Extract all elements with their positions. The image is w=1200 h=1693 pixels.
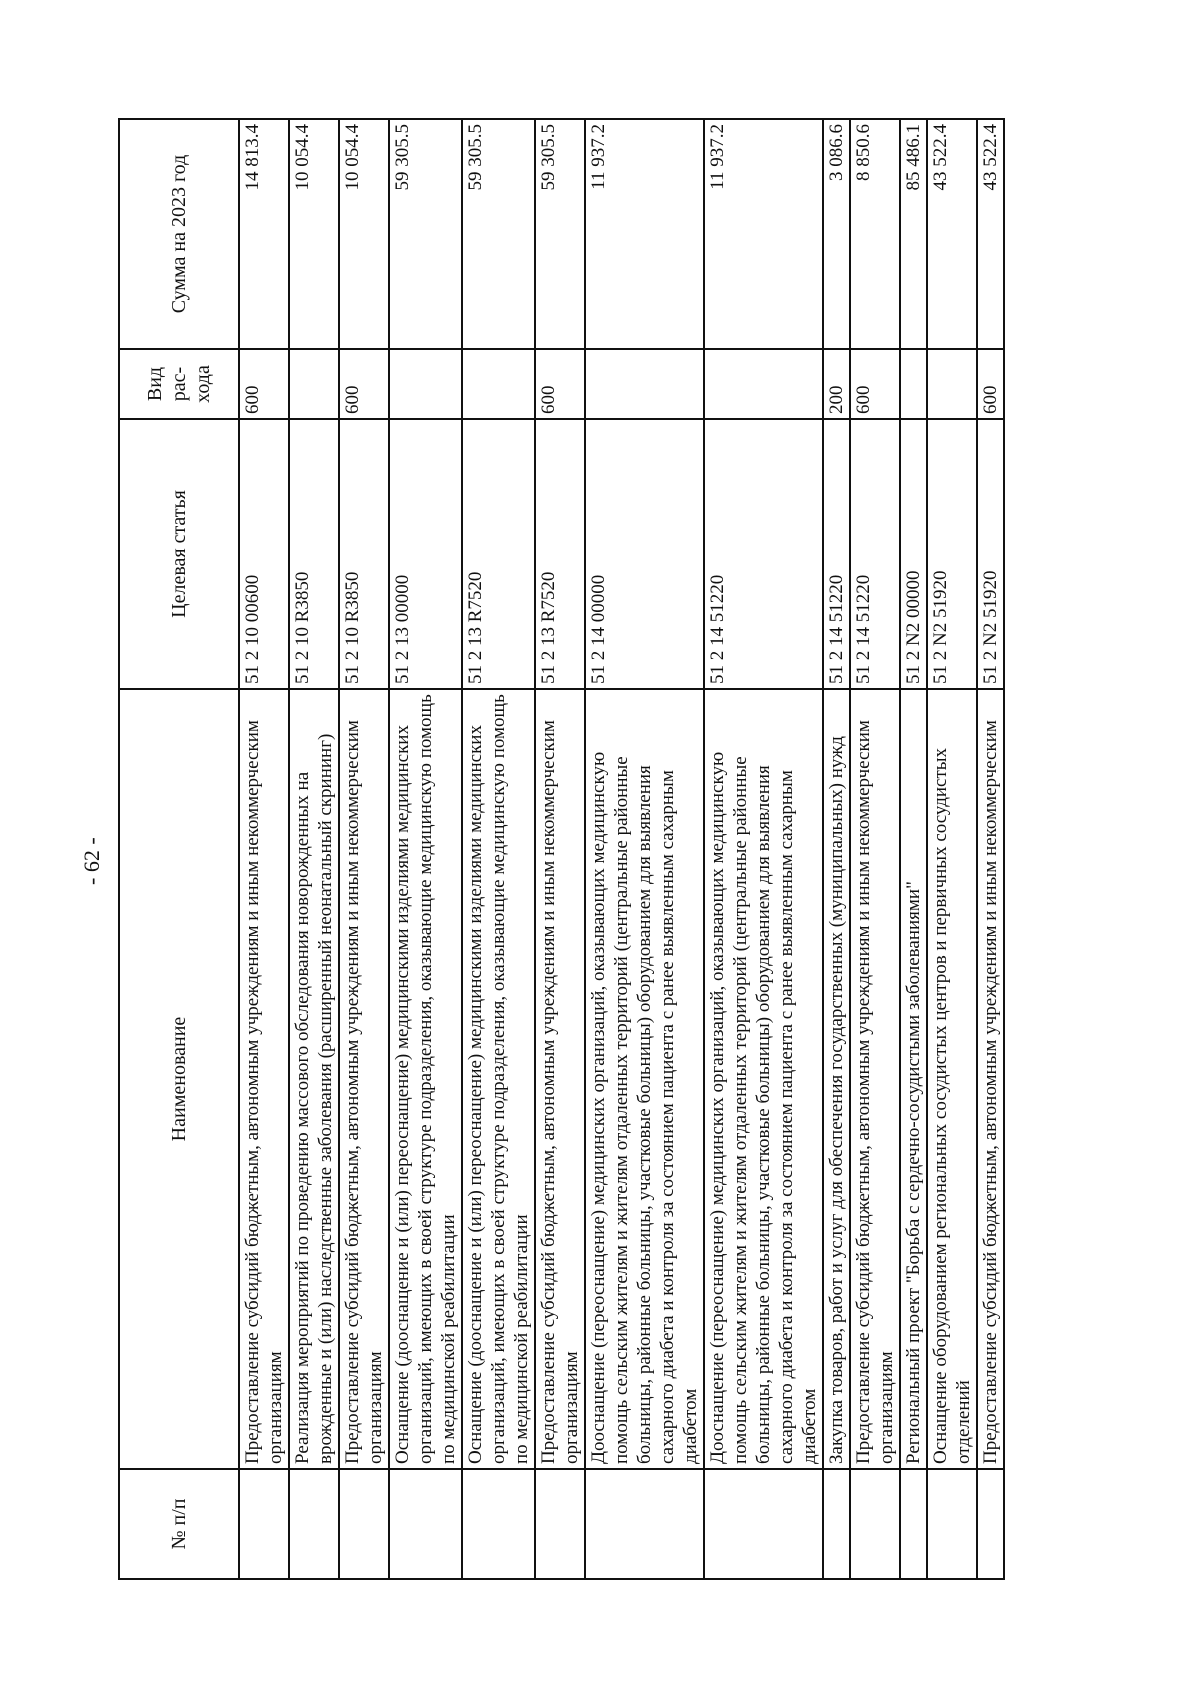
row-number-cell bbox=[535, 1469, 585, 1579]
header-code: Целевая статья bbox=[119, 419, 239, 689]
row-number-cell bbox=[927, 1469, 977, 1579]
row-amount-cell: 85 486.1 bbox=[900, 119, 927, 349]
row-amount-cell: 43 522.4 bbox=[927, 119, 977, 349]
row-code-cell: 51 2 13 R7520 bbox=[535, 419, 585, 689]
row-vid-cell: 600 bbox=[239, 349, 289, 419]
row-name-cell: Региональный проект "Борьба с сердечно-сосудистыми заболеваниями" bbox=[900, 689, 927, 1469]
header-vid: Вид рас- хода bbox=[119, 349, 239, 419]
row-vid-cell bbox=[389, 349, 462, 419]
table-row bbox=[927, 119, 977, 1579]
row-number-cell bbox=[850, 1469, 900, 1579]
row-vid-cell: 600 bbox=[339, 349, 389, 419]
row-code-cell: 51 2 14 51220 bbox=[850, 419, 900, 689]
page-number: - 62 - bbox=[79, 837, 104, 885]
table-row bbox=[239, 119, 289, 1579]
table-header-row bbox=[119, 119, 239, 1579]
row-code-cell: 51 2 14 00000 bbox=[585, 419, 704, 689]
budget-table bbox=[118, 118, 1005, 1580]
row-number-cell bbox=[704, 1469, 823, 1579]
row-code-cell: 51 2 14 51220 bbox=[823, 419, 850, 689]
row-name-cell: Оснащение оборудованием региональных сосудистых центров и первичных сосудистых отделений bbox=[927, 689, 977, 1469]
header-name: Наименование bbox=[119, 689, 239, 1469]
row-amount-cell: 11 937.2 bbox=[585, 119, 704, 349]
row-code-cell: 51 2 N2 51920 bbox=[977, 419, 1004, 689]
row-amount-cell: 3 086.6 bbox=[823, 119, 850, 349]
row-amount-cell: 59 305.5 bbox=[462, 119, 535, 349]
row-name-cell: Оснащение (дооснащение и (или) переоснащение) медицинскими изделиями медицинских организаций, имеющих в своей структуре подразделения, оказывающие медицинскую помощь по медицинской реабилитации bbox=[389, 689, 462, 1469]
rotated-page-content bbox=[118, 120, 1073, 1580]
row-code-cell: 51 2 10 00600 bbox=[239, 419, 289, 689]
row-name-cell: Предоставление субсидий бюджетным, автономным учреждениям и иным некоммерческим организациям bbox=[850, 689, 900, 1469]
row-name-cell: Оснащение (дооснащение и (или) переоснащение) медицинскими изделиями медицинских организаций, имеющих в своей структуре подразделения, оказывающие медицинскую помощь по медицинской реабилитации bbox=[462, 689, 535, 1469]
table-row bbox=[900, 119, 927, 1579]
row-number-cell bbox=[462, 1469, 535, 1579]
row-vid-cell: 600 bbox=[977, 349, 1004, 419]
row-number-cell bbox=[339, 1469, 389, 1579]
row-vid-cell: 200 bbox=[823, 349, 850, 419]
table-row bbox=[823, 119, 850, 1579]
row-number-cell bbox=[585, 1469, 704, 1579]
row-amount-cell: 10 054.4 bbox=[339, 119, 389, 349]
row-name-cell: Предоставление субсидий бюджетным, автономным учреждениям и иным некоммерческим организациям bbox=[239, 689, 289, 1469]
table-row bbox=[289, 119, 339, 1579]
table-row bbox=[462, 119, 535, 1579]
table-row bbox=[850, 119, 900, 1579]
row-name-cell: Дооснащение (переоснащение) медицинских организаций, оказывающих медицинскую помощь сельским жителям и жителям отдаленных территорий (центральные районные больницы, районные больницы, участковые больницы) оборудованием для выявления сахарного диабета и контроля за состоянием пациента с ранее выявленным сахарным диабетом bbox=[704, 689, 823, 1469]
row-vid-cell bbox=[704, 349, 823, 419]
row-amount-cell: 59 305.5 bbox=[389, 119, 462, 349]
row-vid-cell bbox=[927, 349, 977, 419]
row-code-cell: 51 2 N2 51920 bbox=[927, 419, 977, 689]
row-vid-cell: 600 bbox=[535, 349, 585, 419]
row-amount-cell: 14 813.4 bbox=[239, 119, 289, 349]
row-vid-cell bbox=[585, 349, 704, 419]
row-number-cell bbox=[289, 1469, 339, 1579]
row-name-cell: Предоставление субсидий бюджетным, автономным учреждениям и иным некоммерческим организациям bbox=[339, 689, 389, 1469]
row-amount-cell: 11 937.2 bbox=[704, 119, 823, 349]
row-number-cell bbox=[900, 1469, 927, 1579]
header-no: № п/п bbox=[119, 1469, 239, 1579]
row-number-cell bbox=[389, 1469, 462, 1579]
row-vid-cell: 600 bbox=[850, 349, 900, 419]
table-row bbox=[339, 119, 389, 1579]
row-amount-cell: 59 305.5 bbox=[535, 119, 585, 349]
row-code-cell: 51 2 10 R3850 bbox=[289, 419, 339, 689]
row-name-cell: Предоставление субсидий бюджетным, автономным учреждениям и иным некоммерческим организациям bbox=[535, 689, 585, 1469]
row-amount-cell: 43 522.4 bbox=[977, 119, 1004, 349]
table-row bbox=[535, 119, 585, 1579]
row-name-cell: Реализация мероприятий по проведению массового обследования новорожденных на врожденные и (или) наследственные заболевания (расширенный неонатальный скрининг) bbox=[289, 689, 339, 1469]
table-row bbox=[977, 119, 1004, 1579]
row-name-cell: Дооснащение (переоснащение) медицинских организаций, оказывающих медицинскую помощь сельским жителям и жителям отдаленных территорий (центральные районные больницы, районные больницы, участковые больницы) оборудованием для выявления сахарного диабета и контроля за состоянием пациента с ранее выявленным сахарным диабетом bbox=[585, 689, 704, 1469]
row-amount-cell: 8 850.6 bbox=[850, 119, 900, 349]
row-vid-cell bbox=[900, 349, 927, 419]
table-row bbox=[585, 119, 704, 1579]
row-vid-cell bbox=[289, 349, 339, 419]
row-code-cell: 51 2 10 R3850 bbox=[339, 419, 389, 689]
row-amount-cell: 10 054.4 bbox=[289, 119, 339, 349]
table-body bbox=[239, 119, 1004, 1579]
row-name-cell: Закупка товаров, работ и услуг для обеспечения государственных (муниципальных) нужд bbox=[823, 689, 850, 1469]
row-number-cell bbox=[239, 1469, 289, 1579]
row-number-cell bbox=[977, 1469, 1004, 1579]
header-amount: Сумма на 2023 год bbox=[119, 119, 239, 349]
row-name-cell: Предоставление субсидий бюджетным, автономным учреждениям и иным некоммерческим bbox=[977, 689, 1004, 1469]
table-row bbox=[389, 119, 462, 1579]
row-code-cell: 51 2 13 R7520 bbox=[462, 419, 535, 689]
row-code-cell: 51 2 13 00000 bbox=[389, 419, 462, 689]
row-code-cell: 51 2 N2 00000 bbox=[900, 419, 927, 689]
row-vid-cell bbox=[462, 349, 535, 419]
row-code-cell: 51 2 14 51220 bbox=[704, 419, 823, 689]
row-number-cell bbox=[823, 1469, 850, 1579]
table-row bbox=[704, 119, 823, 1579]
